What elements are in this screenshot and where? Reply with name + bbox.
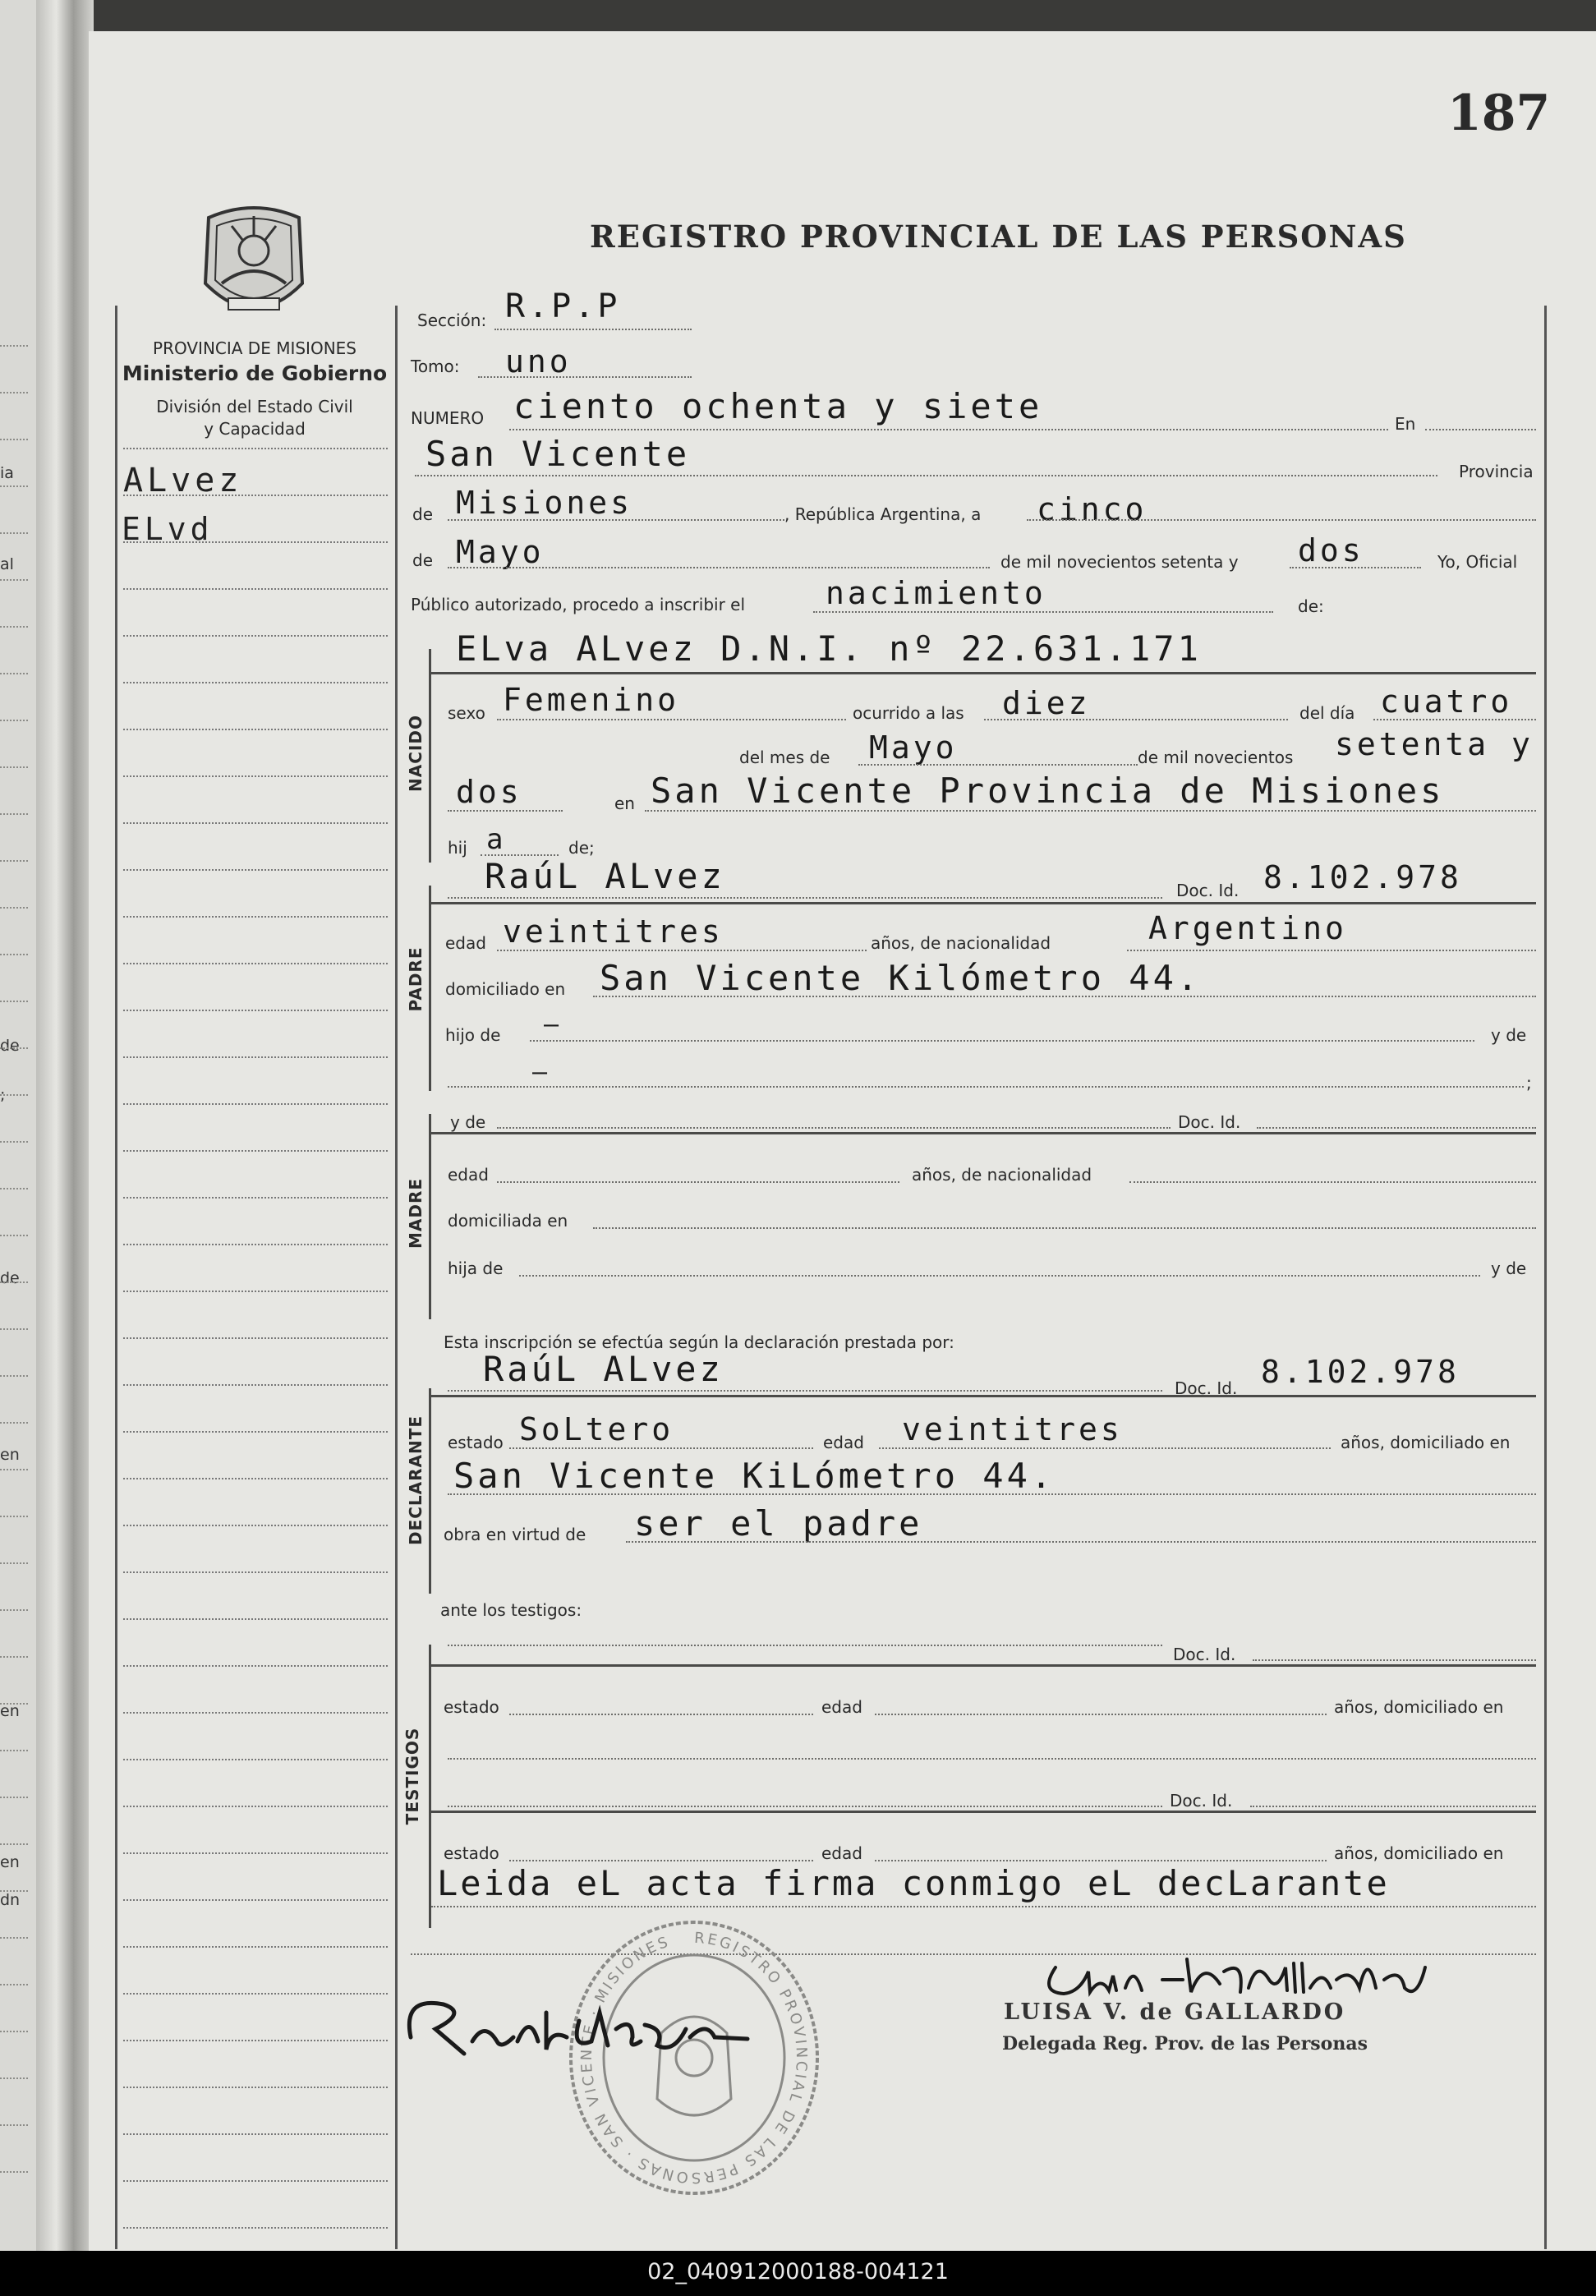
stamp-name: LUISA V. de GALLARDO <box>1004 1999 1346 2025</box>
padre-top-rule <box>431 902 1536 904</box>
left-page-rule <box>0 439 28 440</box>
declarante-top-rule <box>431 1395 1536 1397</box>
madre-dom-label: domiciliada en <box>448 1211 568 1231</box>
margin-rule <box>123 1571 388 1573</box>
left-page-rule <box>0 1890 28 1892</box>
left-page-fragment: ; <box>0 1086 6 1104</box>
left-page-rule <box>0 2077 28 2079</box>
declarante-estado-value: SoLtero <box>519 1411 674 1447</box>
left-page-rule <box>0 2031 28 2032</box>
declarante-virtud-value: ser el padre <box>634 1503 923 1544</box>
left-page-rule <box>0 720 28 721</box>
ocurrido-label: ocurrido a las <box>853 703 964 723</box>
madre-hija-line <box>519 1275 1480 1277</box>
margin-rule <box>123 1384 388 1386</box>
left-page-rule <box>0 579 28 581</box>
padre-dom-value: San Vicente Kilómetro 44. <box>600 958 1202 998</box>
tomo-value: uno <box>505 343 572 380</box>
provincia-label: Provincia <box>1459 462 1534 481</box>
testigo2-edad-label: edad <box>821 1843 862 1863</box>
sexo-value: Femenino <box>503 682 680 718</box>
left-page-rule <box>0 2124 28 2126</box>
division-heading-2: y Capacidad <box>204 419 306 439</box>
mes-line <box>448 567 990 568</box>
left-page-rule <box>0 1703 28 1705</box>
margin-index-column <box>115 306 398 2249</box>
testigo1-estado-line <box>509 1714 813 1715</box>
left-page-fragment: en <box>0 1853 20 1871</box>
declarante-bracket <box>429 1388 431 1594</box>
sexo-line <box>497 719 846 720</box>
division-heading-1: División del Estado Civil <box>156 397 353 416</box>
en-line <box>1425 429 1536 430</box>
margin-rule <box>123 1244 388 1245</box>
left-page-rule <box>0 1609 28 1611</box>
page-number: 187 <box>1447 85 1551 142</box>
margin-rule <box>123 1010 388 1011</box>
padre-edad-label: edad <box>445 933 486 953</box>
left-page-rule <box>0 1328 28 1330</box>
hij-label: hij <box>448 838 467 858</box>
left-page-rule <box>0 907 28 909</box>
declarante-virtud-line <box>626 1541 1536 1543</box>
mes-value: Mayo <box>456 534 545 570</box>
yo-oficial-label: Yo, Oficial <box>1437 552 1518 572</box>
padre-y-de-line <box>448 1086 1524 1088</box>
margin-rule <box>123 775 388 777</box>
left-page-rule <box>0 1797 28 1798</box>
publico-label: Público autorizado, procedo a inscribir el <box>411 595 746 614</box>
padre-nac-label: años, de nacionalidad <box>871 933 1051 953</box>
declarante-section-label: DECLARANTE <box>406 1415 425 1546</box>
declaracion-label: Esta inscripción se efectúa según la declaración prestada por: <box>444 1332 954 1352</box>
declarante-dom-label: años, domiciliado en <box>1341 1433 1511 1452</box>
left-page-rule <box>0 1984 28 1985</box>
anio-line <box>1290 567 1421 568</box>
left-page-fragment: de <box>0 1269 20 1287</box>
en-label: En <box>1395 414 1416 434</box>
hora-line <box>984 719 1288 720</box>
inscripto-value: ELva ALvez D.N.I. nº 22.631.171 <box>456 628 1202 669</box>
madre-dom-line <box>593 1227 1536 1229</box>
image-caption-bar <box>0 2251 1596 2296</box>
testigo2-estado-label: estado <box>444 1843 499 1863</box>
testigos-section-label: TESTIGOS <box>402 1727 422 1825</box>
padre-nombre-line <box>448 897 1162 899</box>
left-page-rule <box>0 673 28 674</box>
lugar-nac-line <box>645 810 1536 812</box>
image-caption: 02_040912000188-004121 <box>647 2259 949 2284</box>
left-page-rule <box>0 2171 28 2173</box>
margin-rule <box>123 1946 388 1948</box>
province-heading: PROVINCIA DE MISIONES <box>153 338 356 358</box>
left-page-fragment: de <box>0 1037 20 1055</box>
padre-section-label: PADRE <box>406 946 425 1012</box>
anio-value: dos <box>1298 532 1364 568</box>
cierre-value: Leida eL acta firma conmigo eL decLarante <box>437 1863 1390 1903</box>
left-page-rule <box>0 485 28 487</box>
left-page-rule <box>0 813 28 815</box>
padre-hijo-value: – <box>544 1010 563 1039</box>
left-page-rule <box>0 954 28 955</box>
declarante-dom-value: San Vicente KiLómetro 44. <box>453 1456 1056 1496</box>
left-page-rule <box>0 1750 28 1751</box>
margin-rule <box>123 1478 388 1479</box>
margin-rule <box>123 822 388 824</box>
del-dia-label: del día <box>1299 703 1355 723</box>
margin-rule <box>123 448 388 449</box>
de-colon-label: de: <box>1298 596 1324 616</box>
padre-hijo-label: hijo de <box>445 1025 501 1045</box>
padre-nac-line <box>1127 950 1536 951</box>
provincia-value: Misiones <box>456 485 633 521</box>
declarante-nombre-value: RaúL ALvez <box>483 1349 724 1389</box>
anio-nac-2-line <box>448 810 563 812</box>
left-page-rule <box>0 860 28 862</box>
left-page-rule <box>0 1562 28 1564</box>
nacido-section-label: NACIDO <box>406 715 425 792</box>
margin-rule <box>123 729 388 730</box>
margin-surname: ALvez <box>123 462 243 499</box>
numero-label: NUMERO <box>411 408 485 428</box>
margin-rule <box>123 2180 388 2182</box>
de-mil-nov-label: de mil novecientos <box>1138 748 1294 767</box>
margin-rule <box>123 1899 388 1901</box>
ante-testigos-label: ante los testigos: <box>440 1600 582 1620</box>
anio-nac-2-value: dos <box>456 774 522 810</box>
madre-y-de2-label: y de <box>1491 1258 1527 1278</box>
nacido-bracket <box>429 649 431 863</box>
padre-doc-value: 8.102.978 <box>1263 859 1462 895</box>
dia-nac-value: cuatro <box>1380 683 1513 720</box>
provincia-line <box>448 519 784 521</box>
padre-nac-value: Argentino <box>1148 910 1347 946</box>
madre-bracket <box>429 1114 431 1319</box>
lugar-nac-value: San Vicente Provincia de Misiones <box>651 771 1445 811</box>
left-page-rule <box>0 1281 28 1283</box>
padre-bracket <box>429 886 431 1091</box>
declarante-edad-value: veintitres <box>902 1411 1123 1447</box>
madre-doc-label: Doc. Id. <box>1178 1112 1241 1132</box>
left-page-rule <box>0 1235 28 1236</box>
margin-rule <box>123 2087 388 2088</box>
left-page-fragment: dn <box>0 1891 21 1909</box>
republica-label: , República Argentina, a <box>784 504 982 524</box>
testigo1-nombre-line <box>448 1645 1162 1646</box>
padre-edad-line <box>497 950 867 951</box>
margin-rule <box>123 1665 388 1667</box>
testigo2-top-rule <box>431 1811 1536 1813</box>
left-page-rule <box>0 1188 28 1189</box>
testigo2-dom-label: años, domiciliado en <box>1334 1843 1504 1863</box>
madre-edad-line <box>497 1181 899 1183</box>
sexo-label: sexo <box>448 703 485 723</box>
left-page-rule <box>0 392 28 393</box>
en-nac-label: en <box>614 794 635 813</box>
margin-rule <box>123 1806 388 1807</box>
madre-edad-label: edad <box>448 1165 489 1185</box>
left-page-fragment: al <box>0 555 14 573</box>
seccion-line <box>494 329 692 330</box>
declarante-doc-value: 8.102.978 <box>1261 1354 1460 1390</box>
declarante-signature <box>394 1980 780 2070</box>
left-page-rule <box>0 1469 28 1470</box>
padre-y-de-value: – <box>532 1058 551 1087</box>
margin-given-name: ELvd <box>122 511 214 547</box>
margin-rule <box>123 1291 388 1292</box>
left-page-rule <box>0 1375 28 1377</box>
declarante-edad-line <box>879 1447 1331 1449</box>
padre-doc-label: Doc. Id. <box>1176 881 1240 900</box>
declarante-nombre-line <box>448 1390 1162 1392</box>
cierre-line <box>431 1906 1536 1907</box>
ministry-heading: Ministerio de Gobierno <box>122 361 388 385</box>
left-page-rule <box>0 626 28 628</box>
testigo2-nombre-line <box>448 1806 1162 1807</box>
nacido-top-rule <box>431 672 1536 674</box>
acto-value: nacimiento <box>826 575 1046 611</box>
left-page-rule <box>0 1094 28 1096</box>
tomo-label: Tomo: <box>411 357 460 376</box>
de-mes-label: de <box>412 550 433 570</box>
left-page-rule <box>0 1047 28 1049</box>
padre-hijo-line <box>530 1040 1474 1042</box>
hora-value: diez <box>1002 685 1091 721</box>
madre-doc-line <box>1257 1127 1536 1129</box>
testigo1-edad-line <box>875 1714 1327 1715</box>
left-page-rule <box>0 1422 28 1424</box>
declarante-estado-line <box>509 1447 813 1449</box>
madre-y-de-label: y de <box>450 1112 486 1132</box>
testigo2-doc-label: Doc. Id. <box>1170 1791 1233 1811</box>
left-page-rule <box>0 1937 28 1939</box>
testigo1-edad-label: edad <box>821 1697 862 1717</box>
dia-nac-line <box>1373 719 1536 720</box>
testigo1-doc-line <box>1253 1659 1536 1661</box>
anio-nac-1-value: setenta y <box>1335 726 1534 762</box>
margin-rule <box>123 635 388 637</box>
padre-y-de-label: y de <box>1491 1025 1527 1045</box>
dia-line <box>1027 519 1536 521</box>
margin-rule <box>123 1056 388 1058</box>
padre-semicolon: ; <box>1526 1073 1532 1093</box>
padre-dom-label: domiciliado en <box>445 979 566 999</box>
margin-rule <box>123 1618 388 1620</box>
de-semicolon-label: de; <box>568 838 595 858</box>
margin-rule <box>123 2040 388 2041</box>
testigo1-top-rule <box>431 1664 1536 1667</box>
lugar-line <box>415 475 1437 476</box>
testigo2-estado-line <box>509 1860 813 1861</box>
left-page-rule <box>0 345 28 347</box>
left-page-rule <box>0 766 28 768</box>
margin-rule <box>123 1525 388 1526</box>
margin-rule <box>123 1103 388 1105</box>
padre-edad-value: veintitres <box>503 913 724 950</box>
del-mes-label: del mes de <box>739 748 830 767</box>
testigo1-doc-label: Doc. Id. <box>1173 1645 1236 1664</box>
margin-rule <box>123 1712 388 1714</box>
margin-rule <box>123 963 388 964</box>
margin-rule <box>123 916 388 918</box>
padre-nombre-value: RaúL ALvez <box>485 856 725 896</box>
book-gutter <box>36 0 94 2251</box>
left-page-rule <box>0 1001 28 1002</box>
margin-rule <box>123 682 388 683</box>
madre-nombre-line <box>497 1127 1171 1129</box>
margin-rule <box>123 1759 388 1760</box>
madre-nac-line <box>1129 1181 1536 1183</box>
left-page-fragment: ia <box>0 464 14 482</box>
page-title: REGISTRO PROVINCIAL DE LAS PERSONAS <box>590 219 1407 255</box>
left-page-rule <box>0 1141 28 1143</box>
madre-hija-label: hija de <box>448 1258 504 1278</box>
margin-rule <box>123 1150 388 1152</box>
stamp-role: Delegada Reg. Prov. de las Personas <box>1002 2033 1368 2054</box>
left-page-rule <box>0 1843 28 1845</box>
testigos-bracket <box>429 1645 431 1928</box>
acto-line <box>813 611 1273 613</box>
seccion-label: Sección: <box>417 311 487 330</box>
margin-rule <box>123 1993 388 1995</box>
hij-suffix-value: a <box>486 823 507 856</box>
testigo1-dom-line <box>448 1758 1536 1760</box>
svg-text:REGISTRO PROVINCIAL DE LAS PER: REGISTRO PROVINCIAL DE LAS PERSONAS · SAN VICENTE · MISIONES <box>577 1929 811 2187</box>
testigo2-edad-line <box>875 1860 1327 1861</box>
obra-label: obra en virtud de <box>444 1525 586 1544</box>
seccion-value: R.P.P <box>505 288 621 325</box>
dia-value: cinco <box>1037 491 1148 527</box>
testigo1-dom-label: años, domiciliado en <box>1334 1697 1504 1717</box>
declarante-estado-label: estado <box>448 1433 504 1452</box>
declarante-dom-line <box>448 1493 1536 1495</box>
left-page-rule <box>0 532 28 534</box>
mes-nac-line <box>858 764 1138 766</box>
left-page-rule <box>0 1516 28 1517</box>
left-page-fragment: en <box>0 1446 20 1464</box>
left-page-rule <box>0 1656 28 1658</box>
margin-rule <box>123 1337 388 1339</box>
margin-rule <box>123 1197 388 1199</box>
testigo2-doc-line <box>1250 1806 1536 1807</box>
tomo-line <box>478 376 692 378</box>
de-label: de <box>412 504 433 524</box>
margin-rule <box>123 1431 388 1433</box>
mes-nac-value: Mayo <box>869 729 958 766</box>
madre-nac-label: años, de nacionalidad <box>912 1165 1092 1185</box>
margin-rule <box>123 2227 388 2229</box>
madre-top-rule <box>431 1132 1536 1134</box>
madre-section-label: MADRE <box>406 1177 425 1249</box>
declarante-edad-label: edad <box>823 1433 864 1452</box>
padre-dom-line <box>593 996 1536 997</box>
margin-rule <box>123 869 388 871</box>
margin-rule <box>123 2133 388 2135</box>
de-mil-label: de mil novecientos setenta y <box>1000 552 1239 572</box>
testigo1-estado-label: estado <box>444 1697 499 1717</box>
lugar-value: San Vicente <box>425 434 691 474</box>
margin-rule <box>123 1852 388 1854</box>
numero-value: ciento ochenta y siete <box>513 386 1043 426</box>
declarante-doc-label: Doc. Id. <box>1175 1378 1238 1398</box>
margin-rule <box>123 588 388 590</box>
numero-line <box>509 429 1388 430</box>
left-page-fragment: en <box>0 1702 20 1720</box>
